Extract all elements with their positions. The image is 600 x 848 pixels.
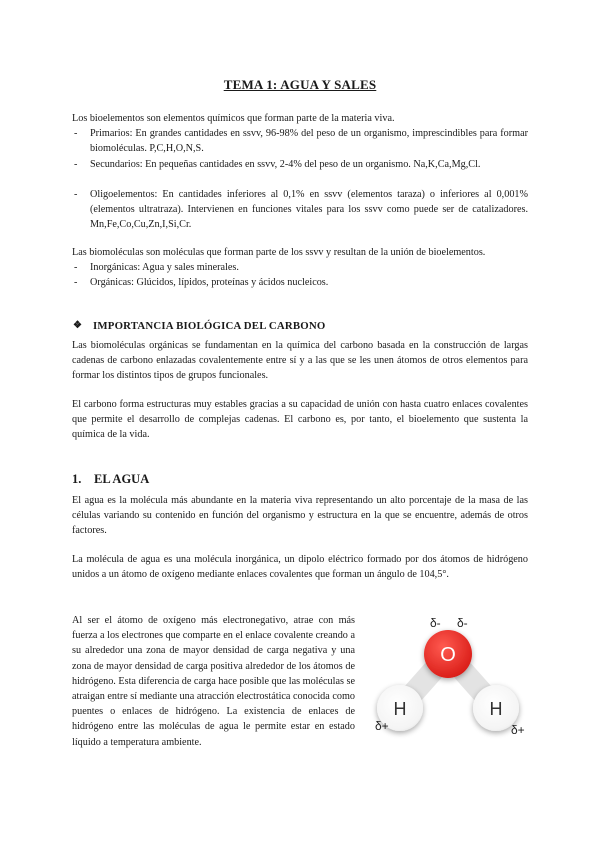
page-title: TEMA 1: AGUA Y SALES (223, 77, 377, 92)
list-dash: - (74, 159, 78, 170)
list-item-text: Inorgánicas: Agua y sales minerales. (90, 262, 239, 273)
delta-plus-left: δ+ (375, 719, 389, 733)
list-dash: - (74, 262, 78, 273)
water-paragraph-2: La molécula de agua es una molécula inorgánica, un dipolo eléctrico formado por dos átomos de hidrógeno unidos a un átomo de oxígeno mediante enlaces covalentes que forman un ángulo de 104,5°. (72, 554, 528, 581)
intro-paragraph: Los bioelementos son elementos químicos que forman parte de la materia viva. (72, 113, 395, 124)
list-item-secundarios (74, 157, 528, 172)
carbon-heading-text: IMPORTANCIA BIOLÓGICA DEL CARBONO (93, 320, 326, 332)
delta-minus-2: δ- (457, 616, 468, 630)
list-dash: - (74, 189, 78, 200)
carbon-paragraph-1: Las biomoléculas orgánicas se fundamentan en la química del carbono basada en la construcción de largas cadenas de carbono enlazadas covalentemente entre sí y a las que se les unen átomos de otros elementos para formar los distintos tipos de grupos funcionales. (72, 340, 528, 382)
biomolecules-paragraph: Las biomoléculas son moléculas que forman parte de los ssvv y resultan de la unión de bioelementos. (72, 247, 486, 258)
list-dash: - (74, 128, 78, 139)
list-dash: - (74, 277, 78, 288)
delta-plus-right: δ+ (511, 723, 525, 737)
oxygen-label: O (440, 644, 456, 666)
list-item-text: Orgánicas: Glúcidos, lípidos, proteínas y ácidos nucleicos. (90, 277, 329, 288)
list-item-text: Secundarios: En pequeñas cantidades en ssvv, 2-4% del peso de un organismo. Na,K,Ca,Mg,Cl. (90, 159, 481, 170)
water-paragraph-1: El agua es la molécula más abundante en la materia viva representando un alto porcentaje de la masa de las células variando su contenido en función del organismo y estructura en la que se encuentre, además de otros factores. (72, 495, 528, 537)
hydrogen-left-label: H (393, 699, 407, 719)
water-paragraph-3: Al ser el átomo de oxígeno más electronegativo, atrae con más fuerza a los electrones que comparte en el enlace covalente creando a su alrededor una zona de mayor densidad de carga negativa y una zona de mayor densidad de carga positiva alrededor de los átomos de hidrógeno. Esta diferencia de carga hace posible que las moléculas se atraigan entre sí mediante una atracción electrostática conocida como puentes o enlaces de hidrógeno. La existencia de enlaces de hidrógeno entre las moléculas de agua le permite estar en estado líquido a temperatura ambiente. (72, 615, 355, 748)
list-item-text: Primarios: En grandes cantidades en ssvv, 96-98% del peso de un organismo, imprescindibles para formar biomoléculas. P,C,H,O,N,S. (90, 128, 528, 155)
list-item-text: Oligoelementos: En cantidades inferiores al 0,1% en ssvv (elementos taraza) o inferiores al 0,001% (elementos ultratraza). Intervienen en funciones vitales para los ssvv como puede ser de catalizadores. Mn,Fe,Co,Cu,Zn,I,Si,Cr. (90, 189, 528, 231)
hydrogen-right-label: H (489, 699, 503, 719)
water-molecule-diagram (365, 612, 535, 747)
carbon-paragraph-2: El carbono forma estructuras muy estables gracias a su capacidad de unión con hasta cuatro enlaces covalentes que permite el desarrollo de complejas cadenas. El carbono es, por tanto, el bioelemento que sustenta la química de la vida. (72, 399, 528, 441)
list-item-organicas (74, 275, 528, 290)
diamond-bullet-icon: ❖ (73, 320, 83, 331)
water-heading (72, 472, 149, 487)
list-item-primarios (74, 126, 528, 156)
list-item-inorganicas (74, 260, 528, 275)
water-heading-number: 1. (72, 472, 82, 486)
delta-minus-1: δ- (430, 616, 441, 630)
water-heading-text: EL AGUA (94, 472, 150, 486)
list-item-oligoelementos (74, 187, 528, 233)
